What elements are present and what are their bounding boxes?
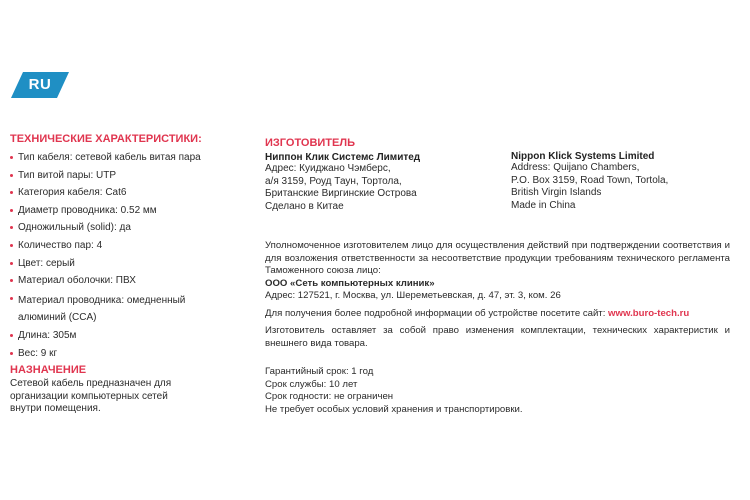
address-line: P.O. Box 3159, Road Town, Tortola, xyxy=(511,174,669,186)
site-link[interactable]: www.buro-tech.ru xyxy=(608,307,690,319)
specs-list xyxy=(10,151,240,361)
terms-line: Не требует особых условий хранения и транспортировки. xyxy=(265,403,523,415)
purpose-section xyxy=(10,364,210,416)
address-line: Адрес: Куиджано Чэмберс, xyxy=(265,163,391,174)
specs-heading: ТЕХНИЧЕСКИЕ ХАРАКТЕРИСТИКИ: xyxy=(10,133,202,145)
terms-line: Гарантийный срок: 1 год xyxy=(265,366,374,377)
authorized-section xyxy=(265,240,730,350)
manufacturer-ru-name: Ниппон Клик Системс Лимитед xyxy=(265,152,421,163)
spec-item: Одножильный (solid): да xyxy=(10,221,240,235)
address-line: Сделано в Китае xyxy=(265,200,344,212)
terms-section xyxy=(265,366,725,416)
spec-item: Тип кабеля: сетевой кабель витая пара xyxy=(10,151,240,165)
spec-item: Цвет: серый xyxy=(10,257,240,271)
address-line: а/я 3159, Роуд Таун, Тортола, xyxy=(265,175,402,187)
site-line xyxy=(265,308,730,321)
address-line: British Virgin Islands xyxy=(511,187,602,198)
authorized-org-name: ООО «Сеть компьютерных клиник» xyxy=(265,277,435,289)
badge-label: RU xyxy=(28,76,52,93)
manufacturer-en-name: Nippon Klick Systems Limited xyxy=(511,151,655,162)
spec-item: Вес: 9 кг xyxy=(10,347,240,361)
terms-line: Срок годности: не ограничен xyxy=(265,391,394,402)
spec-item: Тип витой пары: UTP xyxy=(10,169,240,183)
spec-item: Длина: 305м xyxy=(10,329,240,343)
terms-line: Срок службы: 10 лет xyxy=(265,378,358,390)
purpose-line: Сетевой кабель предназначен для xyxy=(10,378,172,389)
address-line: Address: Quijano Chambers, xyxy=(511,162,640,173)
manufacturer-en-address xyxy=(511,162,711,212)
language-badge xyxy=(11,72,69,98)
spec-item: Количество пар: 4 xyxy=(10,239,240,253)
purpose-heading: НАЗНАЧЕНИЕ xyxy=(10,364,87,376)
manufacturer-ru-address xyxy=(265,163,495,213)
purpose-line: внутри помещения. xyxy=(10,403,101,414)
purpose-line: организации компьютерных сетей xyxy=(10,390,168,402)
manufacturer-heading: ИЗГОТОВИТЕЛЬ xyxy=(265,137,355,149)
purpose-text xyxy=(10,378,210,416)
site-text: Для получения более подробной информации об устройстве посетите сайт: xyxy=(265,307,606,319)
manufacturer-en xyxy=(511,151,711,212)
spec-item: Материал проводника: омедненный алюминий (CCA) xyxy=(10,292,213,326)
specs-section xyxy=(10,133,240,365)
address-line: Made in China xyxy=(511,199,576,211)
authorized-text: Уполномоченное изготовителем лицо для осуществления действий при подтверждении соответствия и для возложения ответственности за несоответствие продукции требованиям технического регламента Таможенного союза лицо: xyxy=(265,240,730,276)
manufacturer-ru xyxy=(265,137,495,213)
spec-item: Материал оболочки: ПВХ xyxy=(10,274,240,288)
spec-item: Диаметр проводника: 0.52 мм xyxy=(10,204,240,218)
rights-text: Изготовитель оставляет за собой право изменения комплектации, технических характеристик и внешнего вида товара. xyxy=(265,325,730,349)
address-line: Британские Виргинские Острова xyxy=(265,188,417,199)
authorized-org-address: Адрес: 127521, г. Москва, ул. Шереметьевская, д. 47, эт. 3, ком. 26 xyxy=(265,290,561,301)
spec-item: Категория кабеля: Cat6 xyxy=(10,186,240,200)
